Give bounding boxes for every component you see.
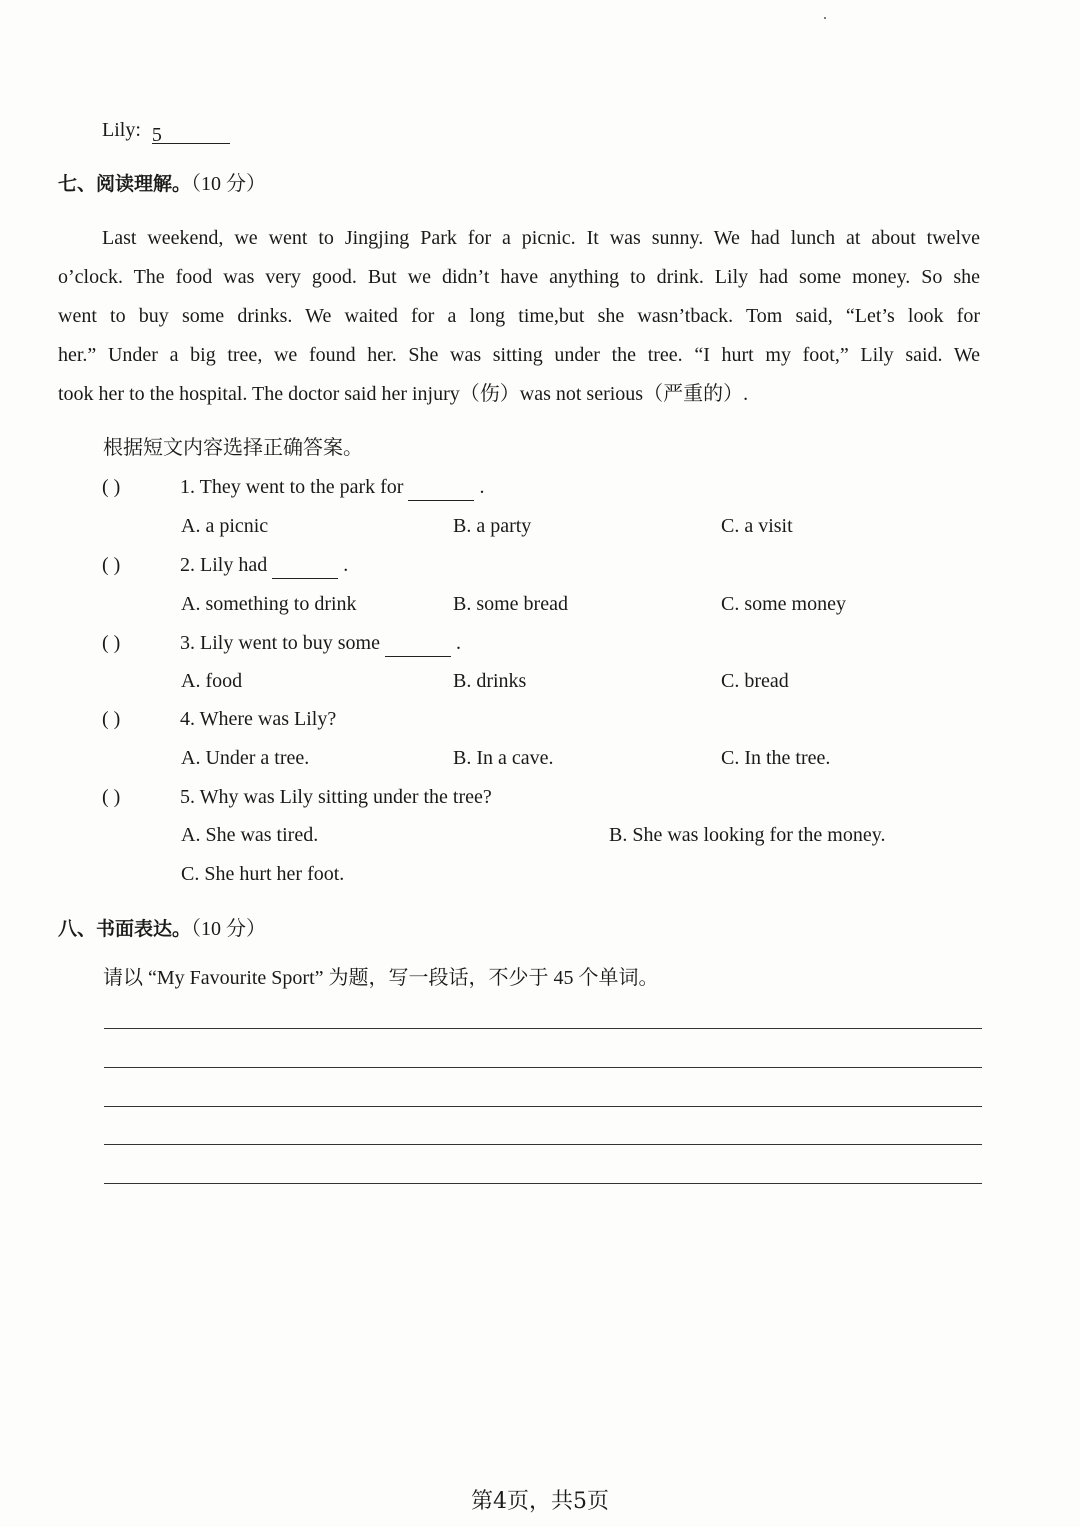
question-number: 4. bbox=[180, 708, 195, 730]
option-c[interactable]: C. some money bbox=[721, 593, 846, 615]
question-number: 1. bbox=[180, 476, 195, 498]
section8-score: （10 分） bbox=[191, 918, 267, 940]
question-stem bbox=[180, 473, 484, 501]
question-stem bbox=[180, 783, 492, 811]
option-b[interactable]: B. drinks bbox=[453, 670, 527, 692]
question-tail: . bbox=[479, 476, 485, 498]
question-stem bbox=[180, 629, 461, 657]
answer-bracket[interactable]: ( ) bbox=[102, 632, 121, 654]
writing-line[interactable] bbox=[104, 1144, 982, 1145]
question-blank bbox=[272, 556, 338, 579]
question-tail: . bbox=[343, 554, 349, 576]
instruction-text: 根据短文内容选择正确答案。 bbox=[103, 437, 363, 459]
option-b[interactable]: B. a party bbox=[453, 515, 532, 537]
question-blank bbox=[408, 478, 474, 501]
section8-title: 八、书面表达。 bbox=[58, 918, 192, 940]
answer-blank[interactable] bbox=[152, 121, 230, 144]
option-a[interactable]: A. something to drink bbox=[181, 593, 357, 615]
option-c[interactable]: C. In the tree. bbox=[721, 747, 831, 769]
writing-line[interactable] bbox=[104, 1106, 982, 1107]
section8-heading bbox=[58, 915, 266, 943]
answer-bracket[interactable]: ( ) bbox=[102, 554, 121, 576]
option-b[interactable]: B. She was looking for the money. bbox=[609, 824, 886, 846]
question-stem bbox=[180, 551, 348, 579]
speaker-label: Lily: bbox=[102, 119, 141, 141]
answer-bracket[interactable]: ( ) bbox=[102, 708, 121, 730]
answer-text: 5 bbox=[151, 124, 162, 146]
passage-line: o’clock. The food was very good. But we didn’t have anything to drink. Lily had some money. So she bbox=[58, 266, 980, 288]
lily-answer-line bbox=[102, 116, 230, 144]
section7-score: （10 分） bbox=[191, 173, 267, 195]
question-stem bbox=[180, 705, 336, 733]
writing-line[interactable] bbox=[104, 1067, 982, 1068]
question-number: 5. bbox=[180, 786, 195, 808]
option-b[interactable]: B. In a cave. bbox=[453, 747, 554, 769]
section7-title: 七、阅读理解。 bbox=[58, 173, 192, 195]
writing-prompt: 请以 “My Favourite Sport” 为题，写一段话，不少于 45 个单词。 bbox=[103, 967, 659, 989]
question-blank bbox=[385, 634, 451, 657]
page-number: 第4页，共5页 bbox=[471, 1489, 609, 1514]
option-c[interactable]: C. bread bbox=[721, 670, 789, 692]
question-text: They went to the park for bbox=[199, 476, 404, 498]
passage-line: Last weekend, we went to Jingjing Park for a picnic. It was sunny. We had lunch at about twelve bbox=[102, 227, 980, 249]
section7-heading bbox=[58, 170, 266, 198]
scan-speck bbox=[824, 17, 826, 19]
option-b[interactable]: B. some bread bbox=[453, 593, 568, 615]
passage-line: her.” Under a big tree, we found her. She was sitting under the tree. “I hurt my foot,” Lily said. We bbox=[58, 344, 980, 366]
writing-line[interactable] bbox=[104, 1028, 982, 1029]
passage-line: went to buy some drinks. We waited for a long time,but she wasn’tback. Tom said, “Let’s look for bbox=[58, 305, 980, 327]
question-number: 3. bbox=[180, 632, 195, 654]
question-text: Why was Lily sitting under the tree? bbox=[199, 786, 492, 808]
question-tail: . bbox=[455, 632, 461, 654]
question-text: Lily went to buy some bbox=[200, 632, 380, 654]
answer-bracket[interactable]: ( ) bbox=[102, 476, 121, 498]
option-a[interactable]: A. a picnic bbox=[181, 515, 269, 537]
passage-line: took her to the hospital. The doctor said her injury（伤）was not serious（严重的）. bbox=[58, 383, 749, 405]
option-a[interactable]: A. She was tired. bbox=[181, 824, 319, 846]
option-a[interactable]: A. Under a tree. bbox=[181, 747, 310, 769]
question-text: Lily had bbox=[200, 554, 268, 576]
option-c[interactable]: C. She hurt her foot. bbox=[181, 863, 345, 885]
question-number: 2. bbox=[180, 554, 195, 576]
writing-line[interactable] bbox=[104, 1183, 982, 1184]
question-text: Where was Lily? bbox=[199, 708, 337, 730]
option-c[interactable]: C. a visit bbox=[721, 515, 793, 537]
option-a[interactable]: A. food bbox=[181, 670, 243, 692]
answer-bracket[interactable]: ( ) bbox=[102, 786, 121, 808]
